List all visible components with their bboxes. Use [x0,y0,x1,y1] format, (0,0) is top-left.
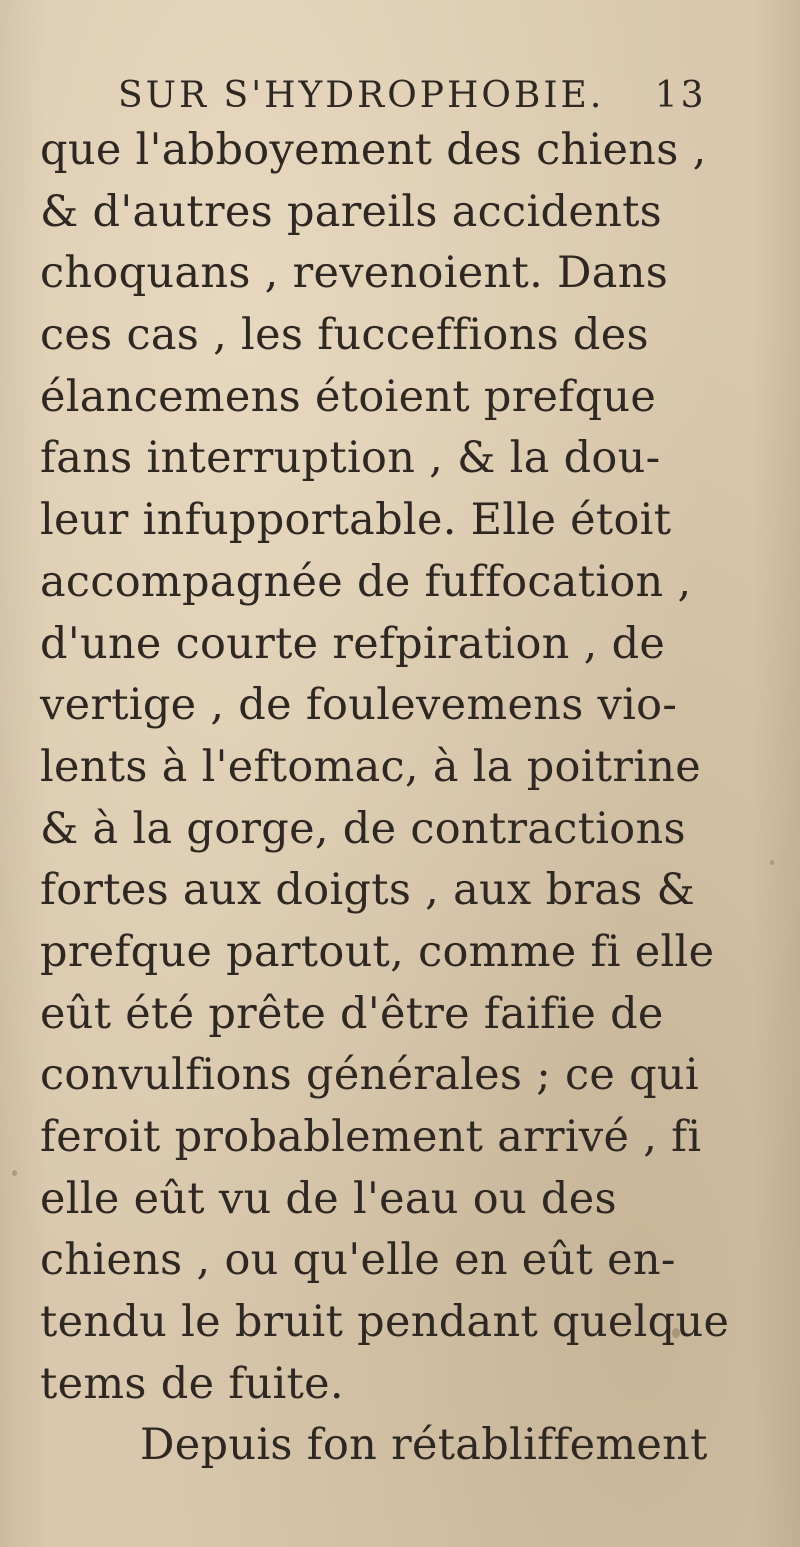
text-line: ces cas , les fucceffions des [40,310,649,361]
text-line: eût été prête d'être faifie de [40,988,664,1039]
text-line: prefque partout, comme fi elle [40,926,715,977]
text-line: leur infupportable. Elle étoit [40,495,672,546]
text-line: accompagnée de fuffocation , [40,556,692,607]
body-text [40,120,780,1477]
text-line: fortes aux doigts , aux bras & [40,865,696,916]
text-line: elle eût vu de l'eau ou des [40,1173,617,1224]
text-line: tems de fuite. [40,1358,344,1409]
text-line: feroit probablement arrivé , fi [40,1112,702,1162]
text-line: choquans , revenoient. Dans [40,248,669,299]
text-line: & à la gorge, de contractions [40,803,686,854]
page-number: 13 [654,75,707,116]
text-line: & d'autres pareils accidents [40,186,663,237]
paper-spot [672,1328,680,1338]
running-title: SUR S'HYDROPHOBIE. [118,75,605,116]
paper-spot [12,1170,17,1176]
text-line: que l'abboyement des chiens , [40,125,707,175]
text-line: vertige , de foulevemens vio- [40,680,678,731]
text-line: tendu le bruit pendant quelque [40,1297,730,1348]
text-line: chiens , ou qu'elle en eût en- [40,1235,676,1286]
text-line: élancemens étoient prefque [40,371,657,422]
text-line: convulfions générales ; ce qui [40,1050,699,1101]
paper-spot [770,860,774,865]
text-line: lents à l'eftomac, à la poitrine [40,741,702,792]
text-line: d'une courte refpiration , de [40,618,666,669]
paragraph-start-line: Depuis fon rétabliffement [140,1420,708,1471]
text-line: fans interruption , & la dou- [40,433,661,484]
running-header [118,74,707,118]
